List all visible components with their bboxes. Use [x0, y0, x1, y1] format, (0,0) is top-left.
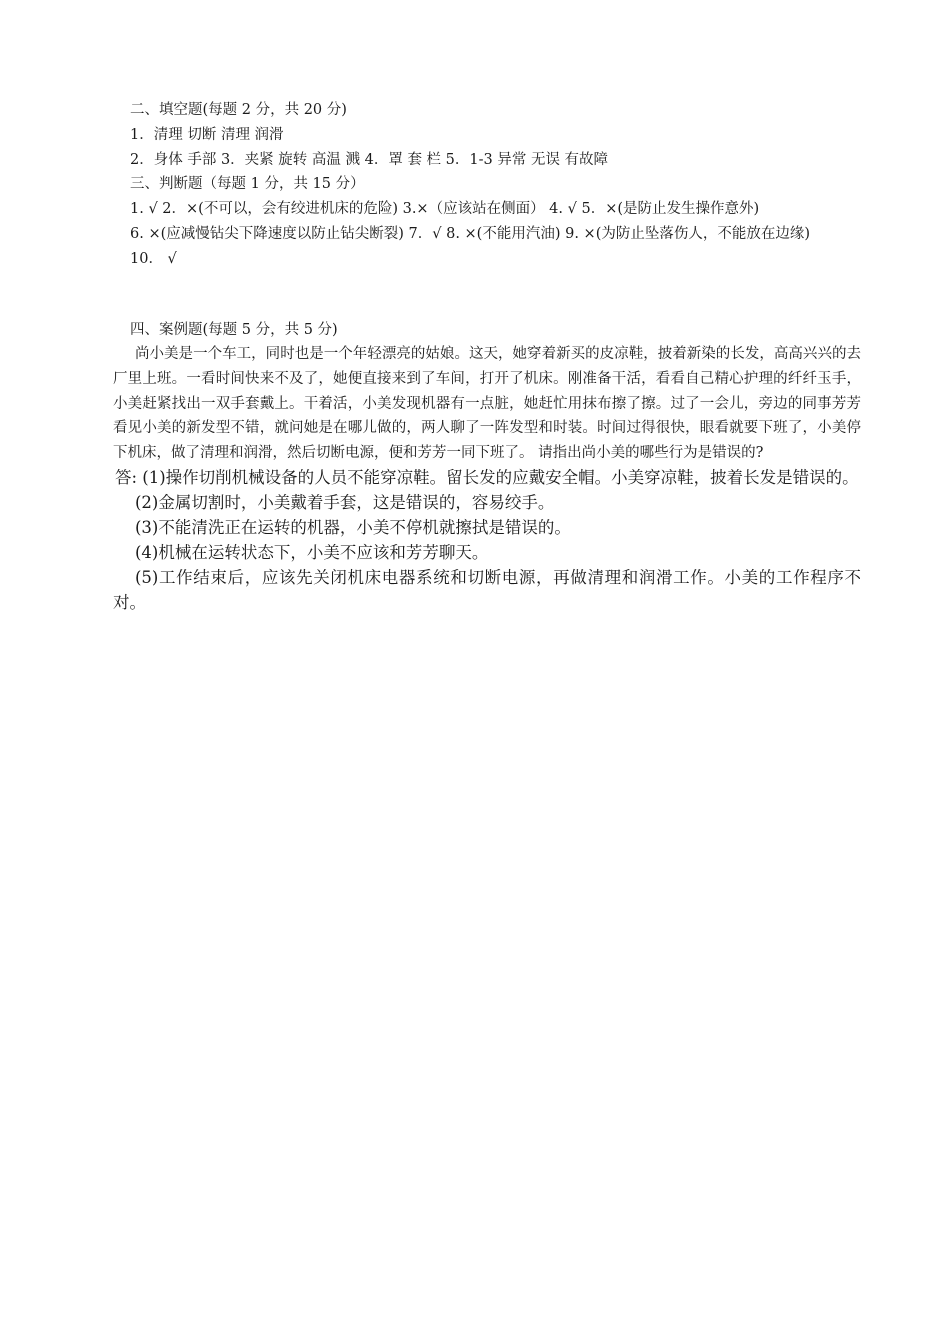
- section-3-answer-line-3: 10． √: [130, 250, 177, 267]
- case-answer-4: (4)机械在运转状态下，小美不应该和芳芳聊天。: [135, 543, 489, 563]
- case-answer-5: (5)工作结束后，应该先关闭机床电器系统和切断电源，再做清理和润滑工作。小美的工作程序不对。: [113, 568, 861, 613]
- case-story-paragraph: 尚小美是一个车工，同时也是一个年轻漂亮的姑娘。这天，她穿着新买的皮凉鞋，披着新染的长发，高高兴兴的去厂里上班。一看时间快来不及了，她便直接来到了车间，打开了机床。刚准备干活，看看自己精心护理的纤纤玉手，小美赶紧找出一双手套戴上。干着活，小美发现机器有一点脏，她赶忙用抹布擦了擦。过了一会儿，旁边的同事芳芳看见小美的新发型不错，就问她是在哪儿做的，两人聊了一阵发型和时装。时间过得很快，眼看就要下班了，小美停下机床，做了清理和润滑，然后切断电源，便和芳芳一同下班了。 请指出尚小美的哪些行为是错误的?: [113, 346, 861, 461]
- section-spacer: [113, 272, 861, 318]
- section-3-heading: 三、判断题（每题 1 分，共 15 分）: [130, 176, 365, 193]
- document-page: [113, 98, 861, 615]
- case-answer-2: (2)金属切割时，小美戴着手套，这是错误的，容易绞手。: [135, 493, 555, 513]
- section-2-answer-line-1: 1．清理 切断 清理 润滑: [130, 126, 284, 143]
- case-answer-1: 答: (1)操作切削机械设备的人员不能穿凉鞋。留长发的应戴安全帽。小美穿凉鞋，披着长发是错误的。: [115, 468, 859, 488]
- section-2-answer-line-2: 2．身体 手部 3．夹紧 旋转 高温 溅 4．罩 套 栏 5．1-3 异常 无误 有故障: [130, 151, 609, 168]
- section-4-heading: 四、案例题(每题 5 分，共 5 分): [130, 321, 338, 338]
- case-answer-3: (3)不能清洗正在运转的机器，小美不停机就擦拭是错误的。: [135, 518, 571, 538]
- section-2-heading: 二、填空题(每题 2 分，共 20 分): [130, 102, 347, 118]
- section-3-answer-line-1: 1. √ 2．×(不可以，会有绞进机床的危险) 3.×（应该站在侧面） 4. √ 5．×(是防止发生操作意外): [130, 201, 760, 218]
- section-3-answer-line-2: 6. ×(应减慢钻尖下降速度以防止钻尖断裂) 7．√ 8. ×(不能用汽油) 9. ×(为防止坠落伤人，不能放在边缘): [130, 225, 811, 242]
